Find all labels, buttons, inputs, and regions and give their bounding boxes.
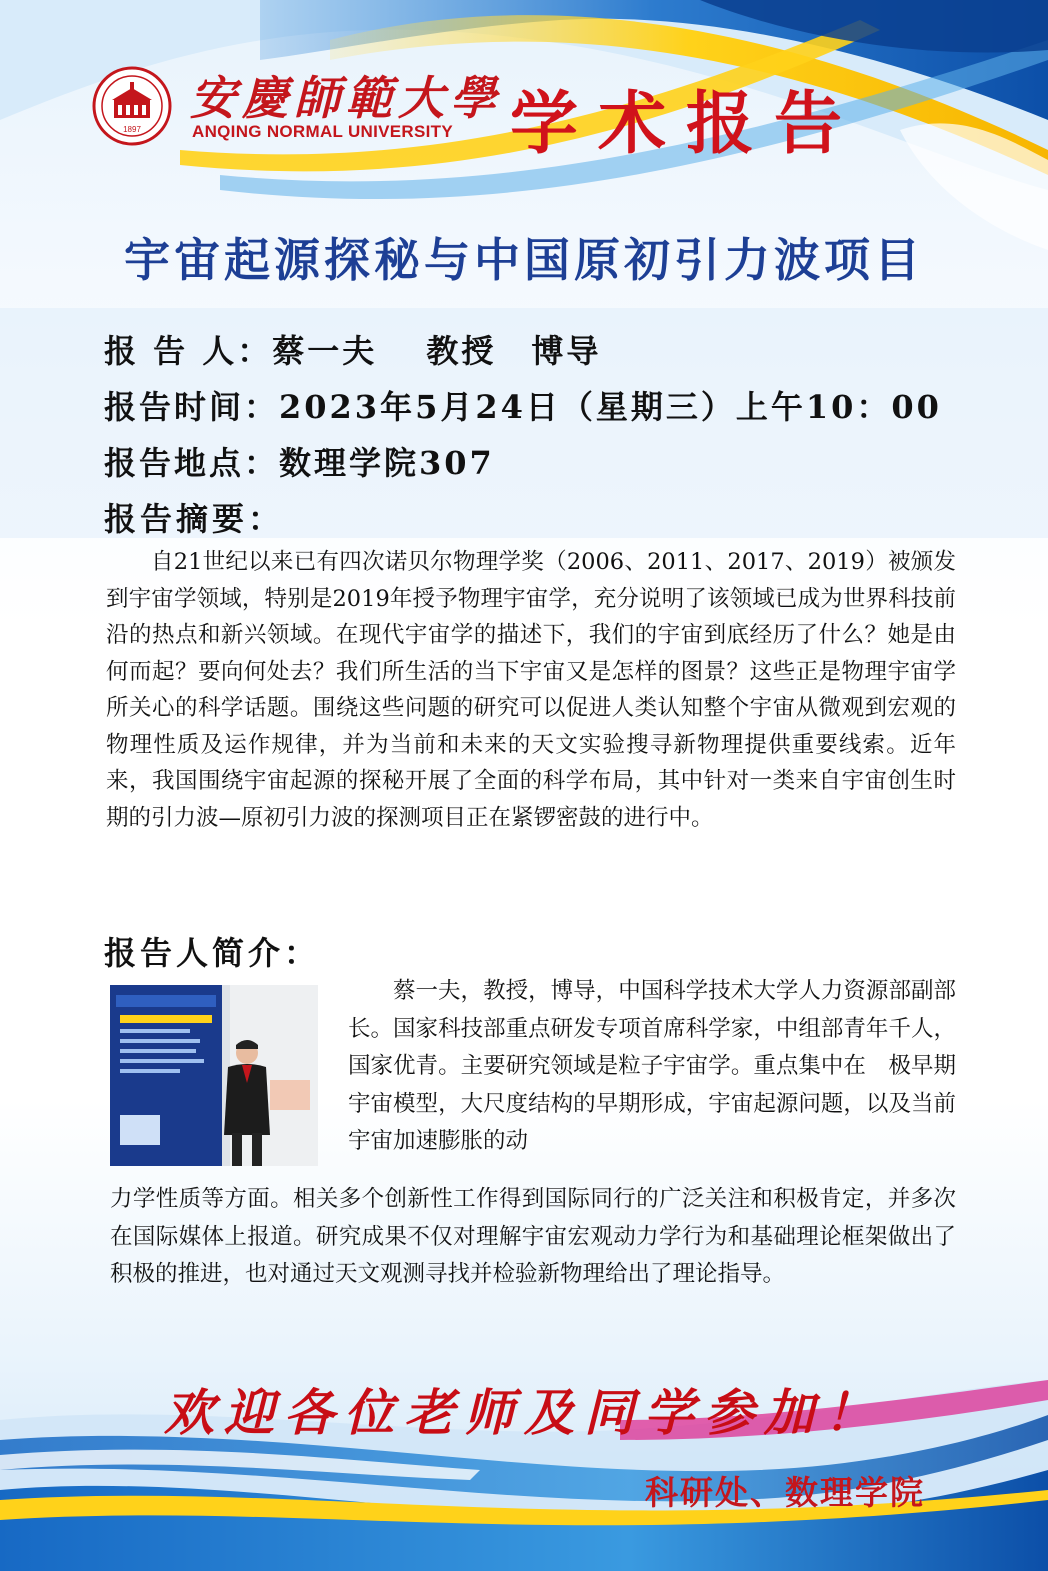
speaker-line: 报 告 人：蔡一夫 教授 博导	[104, 332, 602, 370]
university-name-cn: 安慶師範大學	[190, 71, 502, 125]
organizers: 科研处、数理学院	[645, 1473, 925, 1512]
university-name-en: ANQING NORMAL UNIVERSITY	[192, 122, 453, 141]
university-seal-logo	[92, 66, 172, 146]
logo-year: 1897	[123, 125, 141, 134]
time-line: 报告时间：2023年5月24日（星期三）上午10：00	[104, 388, 942, 426]
welcome-banner: 欢迎各位老师及同学参加！	[164, 1383, 884, 1442]
abstract-heading: 报告摘要：	[104, 500, 285, 538]
place-line: 报告地点：数理学院307	[104, 444, 495, 482]
talk-title: 宇宙起源探秘与中国原初引力波项目	[124, 233, 924, 287]
speaker-photo	[110, 985, 318, 1166]
abstract-body: 自21世纪以来已有四次诺贝尔物理学奖（2006、2011、2017、2019）被颁发到宇宙学领域，特别是2019年授予物理宇宙学，充分说明了该领域已成为世界科技前沿的热点和新兴领域。在现代宇宙学的描述下，我们的宇宙到底经历了什么？她是由何而起？要向何处去？我们所生活的当下宇宙又是怎样的图景？这些正是物理宇宙学所关心的科学话题。围绕这些问题的研究可以促进人类认知整个宇宙从微观到宏观的物理性质及运作规律，并为当前和未来的天文实验搜寻新物理提供重要线索。近年来，我国围绕宇宙起源的探秘开展了全面的科学布局，其中针对一类来自宇宙创生时期的引力波—原初引力波的探测项目正在紧锣密鼓的进行中。	[106, 549, 956, 831]
bio-body-part2: 力学性质等方面。相关多个创新性工作得到国际同行的广泛关注和积极肯定，并多次在国际媒体上报道。研究成果不仅对理解宇宙宏观动力学行为和基础理论框架做出了积极的推进，也对通过天文观测寻找并检验新物理给出了理论指导。	[110, 1186, 956, 1287]
poster-headline: 学术报告	[510, 85, 863, 164]
bio-heading: 报告人简介：	[104, 934, 321, 972]
bio-body-part1: 蔡一夫，教授，博导，中国科学技术大学人力资源部副部长。国家科技部重点研发专项首席科学家，中组部青年千人，国家优青。主要研究领域是粒子宇宙学。重点集中在 极早期宇宙模型，大尺度结构的早期形成，宇宙起源问题，以及当前宇宙加速膨胀的动	[348, 978, 956, 1154]
